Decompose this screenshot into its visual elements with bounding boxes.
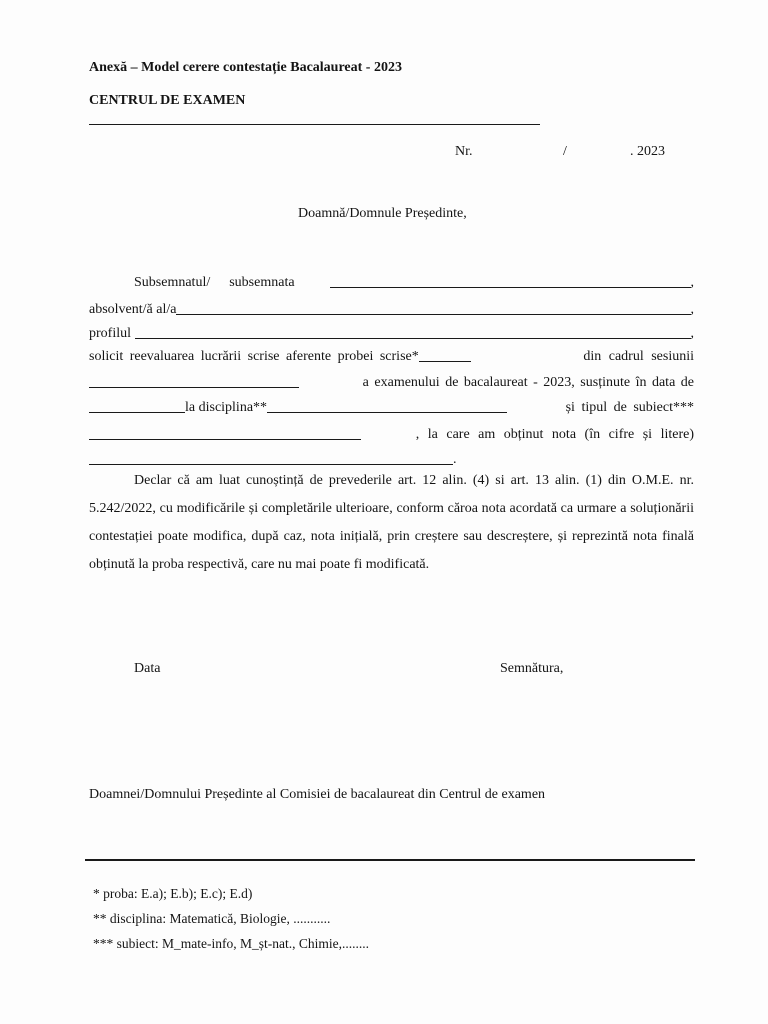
grade-field[interactable] [89,452,453,465]
footnote-disciplina: ** disciplina: Matematică, Biologie, ........... [93,911,331,926]
form-period: . [453,452,457,467]
form-label-session: din cadrul sesiunii [583,349,694,364]
signature-label: Semnătura, [500,661,564,676]
recipient-line: Doamnei/Domnului Președinte al Comisiei de bacalaureat din Centrul de examen [89,787,546,802]
form-comma: , [690,302,694,317]
form-line-profile [89,325,694,341]
exam-center-heading: CENTRUL DE EXAMEN [89,93,246,108]
form-label-exam-date: a examenului de bacalaureat - 2023, susținute în data de [362,375,694,390]
form-label-subsemnata: subsemnata [229,275,295,290]
exam-center-line[interactable] [89,124,540,125]
discipline-field[interactable] [267,400,507,413]
form-comma: , [690,275,694,290]
number-label: Nr. [455,144,473,159]
profile-field[interactable] [135,326,691,339]
number-slash: / [563,144,567,159]
subject-field[interactable] [89,427,361,440]
form-line-session [89,374,694,390]
form-label-grade: , la care am obținut nota (în cifre și litere) [415,427,694,442]
form-line-grade [89,426,694,442]
form-label-subject-type: și tipul de subiect*** [565,400,694,415]
name-field[interactable] [330,275,691,288]
annex-title: Anexă – Model cerere contestație Bacalaureat - 2023 [89,60,402,75]
form-label-request: solicit reevaluarea lucrării scrise aferente probei scrise* [89,349,419,364]
form-line-name [89,274,694,290]
form-line-request [89,348,694,364]
form-line-grade-value [89,451,694,467]
form-label-absolvent: absolvent/ă al/a [89,302,177,317]
form-label-discipline: la disciplina** [185,400,268,415]
date-label: Data [134,661,161,676]
form-label-subsemnatul: Subsemnatul/ [134,275,211,290]
form-comma: , [690,326,694,341]
exam-field[interactable] [419,349,471,362]
form-line-graduate [89,301,694,317]
number-year: . 2023 [630,144,665,159]
date-field[interactable] [89,400,185,413]
school-field[interactable] [176,302,690,315]
declaration-paragraph: Declar că am luat cunoștință de prevederile art. 12 alin. (4) si art. 13 alin. (1) din O.M.E. nr. 5.242/2022, cu modificările și completările ulterioare, conform căroa nota acordată ca urmare a soluționării contestației poate modifica, după caz, nota inițială, prin creștere sau descreștere, și reprezintă nota finală obținută la proba respectivă, care nu mai poate fi modificată. [89,473,694,572]
session-field[interactable] [89,375,299,388]
form-line-discipline [89,399,694,415]
salutation: Doamnă/Domnule Președinte, [298,206,467,221]
footnote-subiect: *** subiect: M_mate-info, M_șt-nat., Chimie,........ [93,936,369,951]
form-label-profilul: profilul [89,326,131,341]
footnote-proba: * proba: E.a); E.b); E.c); E.d) [93,886,253,901]
footnote-separator [85,859,695,861]
